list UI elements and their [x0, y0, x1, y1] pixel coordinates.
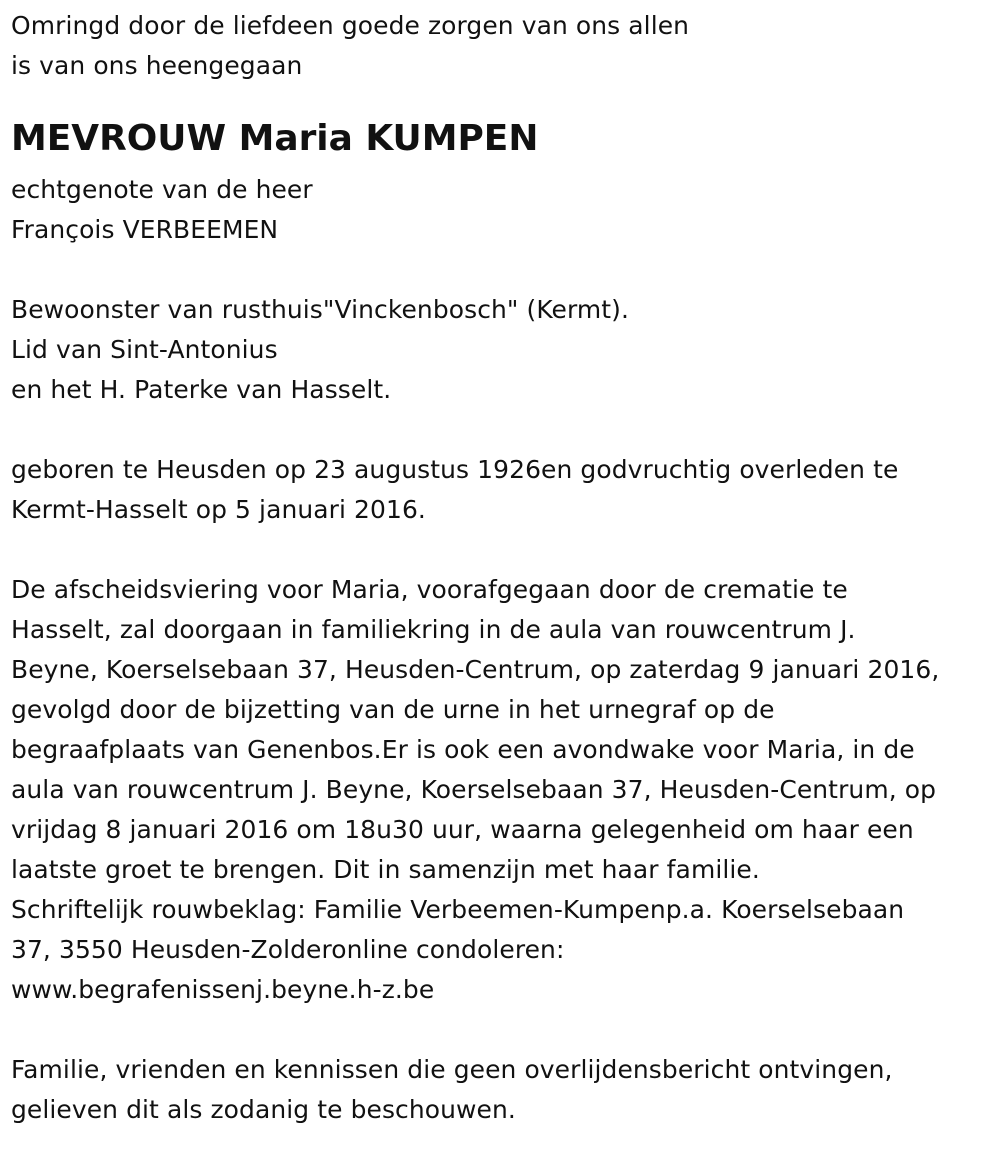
spacer	[11, 250, 991, 290]
condolence-website: www.begrafenissenj.beyne.h-z.be	[11, 975, 435, 1004]
ceremony-line-1: De afscheidsviering voor Maria, voorafgegaan door de crematie te	[11, 575, 848, 604]
condolence-line-2: 37, 3550 Heusden-Zolderonline condoleren:	[11, 935, 565, 964]
closing-line-1: Familie, vrienden en kennissen die geen overlijdensbericht ontvingen,	[11, 1055, 893, 1084]
closing-line-2: gelieven dit als zodanig te beschouwen.	[11, 1095, 516, 1124]
spacer	[11, 1010, 991, 1050]
dates-line-2: Kermt-Hasselt op 5 januari 2016.	[11, 495, 426, 524]
ceremony-line-4: gevolgd door de bijzetting van de urne in het urnegraf op de	[11, 695, 775, 724]
relation-line-1: echtgenote van de heer	[11, 175, 313, 204]
spacer	[11, 410, 991, 450]
intro-line-2: is van ons heengegaan	[11, 51, 303, 80]
dates-line-1: geboren te Heusden op 23 augustus 1926en godvruchtig overleden te	[11, 455, 899, 484]
ceremony-line-8: laatste groet te brengen. Dit in samenzijn met haar familie.	[11, 855, 760, 884]
ceremony-line-5: begraafplaats van Genenbos.Er is ook een avondwake voor Maria, in de	[11, 735, 915, 764]
relation-line-2: François VERBEEMEN	[11, 215, 279, 244]
intro-line-1: Omringd door de liefdeen goede zorgen van ons allen	[11, 11, 690, 40]
ceremony-line-3: Beyne, Koerselsebaan 37, Heusden-Centrum, op zaterdag 9 januari 2016,	[11, 655, 940, 684]
obituary-notice	[11, 6, 991, 1130]
deceased-name: MEVROUW Maria KUMPEN	[11, 118, 539, 159]
details-line-2: Lid van Sint-Antonius	[11, 335, 278, 364]
details-line-1: Bewoonster van rusthuis"Vinckenbosch" (Kermt).	[11, 295, 630, 324]
spacer	[11, 530, 991, 570]
details-line-3: en het H. Paterke van Hasselt.	[11, 375, 392, 404]
ceremony-line-7: vrijdag 8 januari 2016 om 18u30 uur, waarna gelegenheid om haar een	[11, 815, 914, 844]
ceremony-line-6: aula van rouwcentrum J. Beyne, Koerselsebaan 37, Heusden-Centrum, op	[11, 775, 937, 804]
ceremony-line-2: Hasselt, zal doorgaan in familiekring in de aula van rouwcentrum J.	[11, 615, 856, 644]
condolence-line-1: Schriftelijk rouwbeklag: Familie Verbeemen-Kumpenp.a. Koerselsebaan	[11, 895, 905, 924]
